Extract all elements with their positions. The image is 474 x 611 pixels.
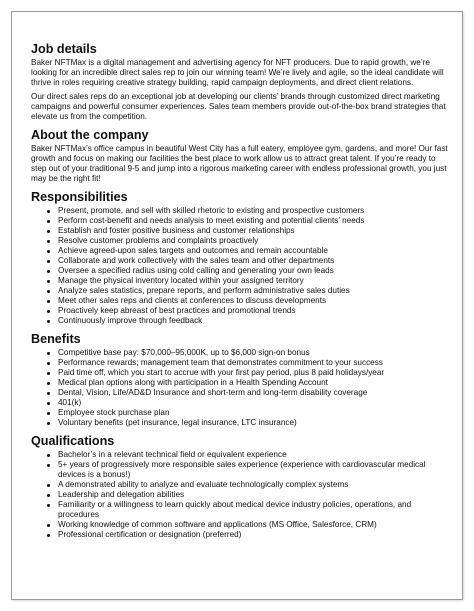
list-item: Oversee a specified radius using cold calling and generating your own leads	[31, 266, 451, 276]
list-item: Leadership and delegation abilities	[31, 490, 451, 500]
list-item: Dental, Vision, Life/AD&D Insurance and short-term and long-term disability coverage	[31, 388, 451, 398]
section-responsibilities	[31, 190, 451, 326]
list-item: Collaborate and work collectively with the sales team and other departments	[31, 256, 451, 266]
list-item: Familiarity or a willingness to learn quickly about medical device industry policies, operations, and procedures	[31, 500, 451, 520]
section-heading: Benefits	[31, 332, 81, 346]
list-item: 5+ years of progressively more responsible sales experience (experience with cardiovascular medical devices is a bonus!)	[31, 460, 451, 480]
list-item: Meet other sales reps and clients at conferences to discuss developments	[31, 296, 451, 306]
list-item: Resolve customer problems and complaints proactively	[31, 236, 451, 246]
paragraph: Baker NFTMax’s office campus in beautiful West City has a full eatery, employee gym, gardens, and more! Our fast growth and focus on making our facilities the best place to work allow us to attract great talent. If you’re ready to step out of your traditional 9-5 and jump into a rigorous marketing career with endless professional growth, you just may be the right fit!	[31, 144, 448, 183]
list-item: Achieve agreed-upon sales targets and outcomes and remain accountable	[31, 246, 451, 256]
list-item: Competitive base pay: $70,000–95,000K, up to $6,000 sign-on bonus	[31, 348, 451, 358]
list-item: Medical plan options along with participation in a Health Spending Account	[31, 378, 451, 388]
job-description	[31, 42, 451, 546]
list-item: Bachelor’s in a relevant technical field or equivalent experience	[31, 450, 451, 460]
list-item: Professional certification or designation (preferred)	[31, 530, 451, 540]
list-item: Employee stock purchase plan	[31, 408, 451, 418]
list-item: Perform cost-benefit and needs analysis to meet existing and potential clients’ needs	[31, 216, 451, 226]
list-item: Performance rewards; management team that demonstrates commitment to your success	[31, 358, 451, 368]
paragraph: Our direct sales reps do an exceptional job at developing our clients’ brands through customized direct marketing campaigns and powerful consumer experiences. Sales team members provide out-of-the-box brand strategies that elevate us from the competition.	[31, 92, 446, 121]
bullet-list	[31, 348, 451, 428]
list-item: Continuously improve through feedback	[31, 316, 451, 326]
list-item: Paid time off, which you start to accrue with your first pay period, plus 8 paid holidays/year	[31, 368, 451, 378]
section-heading: Responsibilities	[31, 190, 128, 204]
section-heading: Qualifications	[31, 434, 115, 448]
list-item: Analyze sales statistics, prepare reports, and perform administrative sales duties	[31, 286, 451, 296]
list-item: Proactively keep abreast of best practices and promotional trends	[31, 306, 451, 316]
bullet-list	[31, 450, 451, 540]
bullet-list	[31, 206, 451, 326]
list-item: A demonstrated ability to analyze and evaluate technologically complex systems	[31, 480, 451, 490]
list-item: Present, promote, and sell with skilled rhetoric to existing and prospective customers	[31, 206, 451, 216]
section-about	[31, 128, 451, 184]
list-item: Establish and foster positive business and customer relationships	[31, 226, 451, 236]
section-benefits	[31, 332, 451, 428]
list-item: Manage the physical inventory located within your assigned territory	[31, 276, 451, 286]
section-qualifications	[31, 434, 451, 540]
section-heading: Job details	[31, 42, 97, 56]
paragraph: Baker NFTMax is a digital management and advertising agency for NFT producers. Due to rapid growth, we’re looking for an incredible direct sales rep to join our winning team! We’re lively and agile, so the ideal candidate will thrive in roles requiring creative strategy building, rapid campaign deployments, and direct client relations.	[31, 58, 444, 87]
section-heading: About the company	[31, 128, 149, 142]
list-item: Working knowledge of common software and applications (MS Office, Salesforce, CRM)	[31, 520, 451, 530]
section-job-details	[31, 42, 451, 122]
list-item: Voluntary benefits (pet insurance, legal insurance, LTC insurance)	[31, 418, 451, 428]
list-item: 401(k)	[31, 398, 451, 408]
